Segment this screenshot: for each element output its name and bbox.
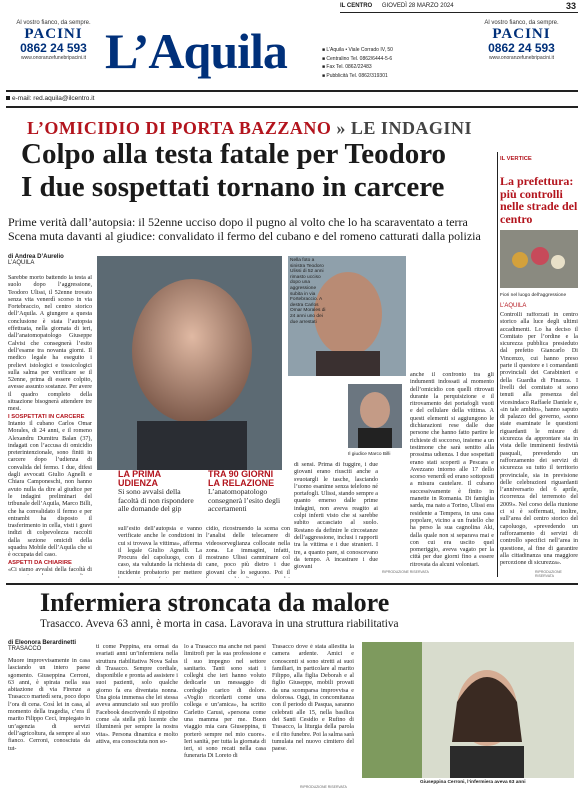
info-box-1 — [118, 470, 202, 514]
judge-caption: Il giudice Marco Billi — [348, 452, 391, 457]
info-box-2 — [208, 470, 300, 514]
story2-deck: Trasacco. Aveva 63 anni, è morta in casa. Lavorava in una struttura riabilitativa — [40, 618, 399, 630]
byline-location: L’AQUILA — [8, 260, 35, 266]
col4-text: cidio, ricostruendo la scena con l’analisi delle telecamere di videosorveglianza collocate nella zona. Le immagini, infatti, mostrano Ulissi camminare col cane, poco più dietro i due giovani che lo seguono. Poi il — [206, 526, 290, 576]
story2-headline: Infermiera stroncata da malore — [40, 588, 390, 617]
main-deck — [8, 215, 494, 243]
ad-left-brand: PACINI — [24, 26, 83, 42]
box1-text: Si sono avvalsi della facoltà di non rispondere alle domande del gip — [118, 487, 194, 514]
col1-subhead-2: ASPETTI DA CHIARIRE — [8, 559, 72, 566]
story2-rule — [6, 583, 578, 585]
victim-photo-drawing — [97, 256, 282, 470]
main-col-3 — [118, 526, 202, 578]
sidebar-headline: La prefettura: più controlli nelle strade del centro — [500, 174, 578, 226]
sidebar-location: L’AQUILA — [500, 303, 527, 309]
story2-col-2: ti come Peppina, era ormai da svariati anni un’infermiera nella struttura riabilitativa Nova Salus di Trasacco. Sempre cordiale, disponibile e pronta ad assistere i suoi pazienti, solo qualche giorno fa era diventata nonna. Una gioia immensa che lei stessa aveva annunciato sul suo profilo Facebook descrivendo il nipotino come «la stella più lucente che illuminerà per sempre la nostra vita». Persona dinamica e molto attiva, era conosciuta non so- — [96, 644, 178, 745]
flowers-photo — [500, 230, 578, 288]
judge-photo-drawing — [348, 384, 402, 448]
ad-right[interactable] — [474, 20, 569, 61]
box2-title-1: TRA 90 GIORNI — [208, 469, 274, 479]
col6-text: anche il confronto tra gli indumenti indossati al momento dell’omicidio con quelli ritrovati durante la perquisizione e il ritrovamento dei portafogli vuoti e del cellulare della vittima. A questi elementi si aggiungono le dichiarazioni rese dalle due persone che hanno fatto partire le richieste di soccorso, insieme a un testimone che sarà sentito alla prossima udienza. I due sospettati erano stati scoperti a Pescara e Avezzano intorno alle 17 dello scorso venerdì ed erano sottoposti a misura cautelare. Il cubano successivamente è finito in manette in Romania. Di famiglia sarda, ma nato a Torino, Ulissi era residente a Tempera, in una casa popolare, vicino a un fratello che ha perso la sua cagnolina Aki, dalla quale non si separava mai e con cui era uscito quel pomeriggio, aveva vagato per la città per due giorni fino a essere ritrovata da alcuni volontari. — [410, 372, 494, 568]
contact-advertising: ■ Pubblicità Tel. 0862/319301 — [322, 72, 388, 79]
ad-left-url: www.onoranzefunebripacini.it — [20, 55, 87, 61]
col1-subhead: I SOSPETTATI IN CARCERE — [8, 413, 85, 420]
photo-caption: Nella foto a sinistra Teodoro Ulissi di 52 anni rimasto ucciso dopo una aggressione subita in via Fortebraccio. A destra Carlos Omar Morales di 24 anni uno dei due arrestati — [290, 258, 326, 325]
story2-location: TRASACCO — [8, 646, 42, 652]
col1-text-c: «Ci siamo avvalsi della facoltà di — [8, 566, 92, 573]
box2-text: L’anatomopatologo consegnerà l’esito degli accertamenti — [208, 487, 281, 514]
contact-phone: ■ Centralino Tel. 0862/6444-5-6 — [322, 55, 393, 62]
nurse-photo-drawing — [362, 642, 574, 778]
box2-title-2: LA RELAZIONE — [208, 478, 275, 488]
main-credit: RIPRODUZIONE RISERVATA — [382, 570, 429, 574]
masthead-rule — [6, 90, 578, 92]
box1-title-2: UDIENZA — [118, 478, 158, 488]
email-row[interactable] — [6, 95, 94, 102]
headline-line-1: Colpo alla testa fatale per Teodoro — [21, 138, 447, 170]
flowers-photo-drawing — [500, 230, 578, 288]
ad-left-tagline: Al vostro fianco, da sempre. — [16, 20, 91, 26]
issue-date: GIOVEDÌ 28 MARZO 2024 — [381, 3, 454, 9]
story2-author: di Eleonora Berardinetti — [8, 640, 77, 646]
col3-text: sull’esito dell’autopsia e vanno verificate anche le condizioni in cui si trovava la vittima», afferma il legale Giulio Agnelli. La Procura del capoluogo, con il caso, sta valutando la richiesta di incidente probatorio per mettere — [118, 526, 202, 576]
judge-photo — [348, 384, 402, 448]
main-headline — [21, 138, 491, 204]
main-col-5 — [294, 462, 378, 578]
deck-line-2: Scena muta davanti al giudice: convalidato il fermo del cubano e del romeno catturati dalla polizia — [8, 229, 481, 243]
col1-text-b: Intanto il cubano Carlos Omar Morales, di 24 anni, e il romeno Alexandru Dumitru Balan (37), indagati con l’accusa di omicidio preterintenzionale, sono finiti in carcere dopo l’udienza di convalida del fermo. I due, difesi dagli avvocati Giulio Agnelli e Chiara Camponeschi, non hanno avuto nulla da dire al giudice per le indagini preliminari del tribunale dell’Aquila, Marco Billi, che ha convalidato il fermo e per entrambi ha disposto il trasferimento in cella, visti i gravi indizi di colpevolezza raccolti dalla sezione omicidi della squadra Mobile dell’Aquila che si è occupata del caso. — [8, 420, 92, 559]
contact-list — [322, 46, 393, 80]
ad-left-phone: 0862 24 593 — [20, 41, 87, 55]
contact-fax: ■ Fax Tel. 0862/22483 — [322, 64, 372, 70]
main-col-1 — [8, 275, 92, 575]
sidebar-text: Controlli rafforzati in centro storico alla luce degli ultimi accadimenti. Lo ha deciso il Comitato per l’ordine e la sicurezza pubblica presieduto dal prefetto Giancarlo Di Vincenzo, cui hanno preso parte il questore e i comandanti provinciali dei Carabinieri e della Guardia di Finanza. I livelli del comitato si sono tenuti alla presenza del vicesindaco Raffaele Daniele e, «in tale ambito», hanno saputo di palazzo del governo, «sono state esaminate le questioni riguardanti le misure di sicurezza da approntare sia in vista delle imminenti festività pasquali, prevedendo un rafforzamento dei servizi di sicurezza su tutto il territorio provinciale, sia in previsione delle celebrazioni riguardanti l’anniversario del 6 aprile, ricorrenza del terremoto del 2009». Nel corso della riunione ci si è soffermati, inoltre, sull’area del centro storico del capoluogo, «prevedendo un rafforzamento di servizi di controllo specifici nell’area in questione, al fine di garantire alla cittadinanza una maggiore percezione di sicurezza». — [500, 312, 578, 567]
story2-col-3: lo a Trasacco ma anche nei paesi limitrofi per la sua professione e il suo impegno nel settore sanitario. Tanti sono stati i colleghi che ieri hanno voluto dedicarle un messaggio di cordoglio carico di dolore. «Voglio ricordarti come una collega e un’amica», ha scritto Carletto Carusi, «persona come una mamma per me. Buon viaggio mia cara Giuseppina, ti porterò sempre nel mio cuore». Ieri sanità, per tutta la giornata di ieri, si sono recati nella casa funeraria Di Loreto di — [184, 644, 266, 760]
kicker-main: L’OMICIDIO DI PORTA BAZZANO — [27, 118, 332, 138]
kicker-sub: LE INDAGINI — [350, 118, 472, 138]
nurse-photo — [362, 642, 574, 778]
byline-author: di Andrea D’Aurelio — [8, 254, 64, 260]
sidebar-divider — [497, 152, 498, 577]
sidebar-photo-caption: Fiori nel luogo dell’aggressione — [500, 293, 567, 298]
email-address: e-mail: red.aquila@ilcentro.it — [12, 95, 95, 102]
section-rule — [6, 106, 578, 108]
story2-byline — [8, 640, 76, 652]
sidebar-section: IL VERTICE — [500, 156, 532, 162]
deck-line-1: Prime verità dall’autopsia: il 52enne ucciso dopo il pugno al volto che lo ha scaraventato a terra — [8, 215, 468, 229]
ad-right-tagline: Al vostro fianco, da sempre. — [484, 20, 559, 26]
story2-col-4: Trasacco dove è stata allestita la camera ardente. Amici e conoscenti si sono stretti ai suoi familiari, in particolare al marito Filippo, alla figlia Deborah e al figlio Giuseppe, mobili provati da una scomparsa improvvisa e dolorosa. Oggi, in concomitanza con il periodo di Pasqua, saranno celebrati alle 15, nella basilica dei Santi Cesidio e Rufino di Trasacco, la liturgia della parola e il rito funebre. Poi la salma sarà tumulata nel nuovo cimitero del paese. — [272, 644, 354, 753]
ad-left[interactable] — [6, 20, 101, 61]
ad-right-url: www.onoranzefunebripacini.it — [488, 55, 555, 61]
top-rule — [340, 12, 578, 13]
nurse-photo-caption: Giuseppina Cerroni, l’infermiera aveva 63 anni — [420, 780, 526, 785]
col1-text: Sarebbe morto battendo la testa al suolo dopo l’aggressione, Teodoro Ulissi, il 52enne trovato senza vita venerdì scorso in via Fortebraccio, nel centro storico dell’Aquila. A giungere a questa conclusione è stata l’autopsia effettuata, nella giornata di ieri, dall’anatomopatologo Giuseppe Calvisi che consegnerà l’esito dell’esame tra novanta giorni. Il medico legale ha eseguito i prelievi istologici e tossicologici sulla salma per verificare se il 52enne, prima di essere colpito, avesse assunto sostanze. Per avere il quadro completo della situazione bisognerà attendere tre mesi. — [8, 275, 92, 413]
contact-address: ■ L’Aquila • Viale Corrado IV, 50 — [322, 47, 393, 53]
story-kicker — [27, 118, 472, 139]
kicker-arrow: » — [336, 118, 346, 138]
top-bar — [340, 3, 578, 9]
newspaper-name: IL CENTRO — [340, 3, 373, 9]
main-byline — [8, 254, 64, 266]
city-masthead: L’Aquila — [105, 23, 287, 79]
main-col-4 — [206, 526, 290, 578]
main-col-6 — [410, 372, 494, 578]
square-bullet-icon — [6, 96, 10, 100]
page-number: 33 — [565, 1, 576, 11]
sidebar-credit: RIPRODUZIONE RISERVATA — [535, 570, 562, 578]
ad-right-phone: 0862 24 593 — [488, 41, 555, 55]
box1-title-1: LA PRIMA — [118, 469, 162, 479]
story2-col-1: Muore improvvisamente in casa lasciando un intero paese sgomento. Giuseppina Cerroni, 63 anni, è spirata nella sua abitazione di via Firenze a Trasacco martedì sera, poco dopo l’ora di cena. Così lei in casa, al momento della tragedia, c’era il marito Filippo Ceci, impiegato in un’agenzia di servizi dell’agricoltura, da sempre al suo fianco. Cerroni, conosciuta da tut- — [8, 658, 90, 752]
col5-text: di sensi. Prima di fuggire, i due giovani erano riusciti anche a svuotargli le tasche, lasciando l’uomo esanime senza telefono né portafogli. Ulissi, stando sempre a quanto emerso dalle prime indagini, non aveva reagito ai colpi inferti visto che si sarebbe subito accasciato al suolo. Restano da definire le circostanze dell’aggressione, inclusi i rapporti tra la vittima e i due stranieri. I tre, a quanto pare, si conoscevano da tempo. A incastrare i due giovani — [294, 462, 378, 571]
story2-credit: RIPRODUZIONE RISERVATA — [300, 785, 347, 789]
headline-line-2: I due sospettati tornano in carcere — [21, 171, 445, 203]
ad-right-brand: PACINI — [492, 26, 551, 42]
victim-photo — [97, 256, 282, 470]
